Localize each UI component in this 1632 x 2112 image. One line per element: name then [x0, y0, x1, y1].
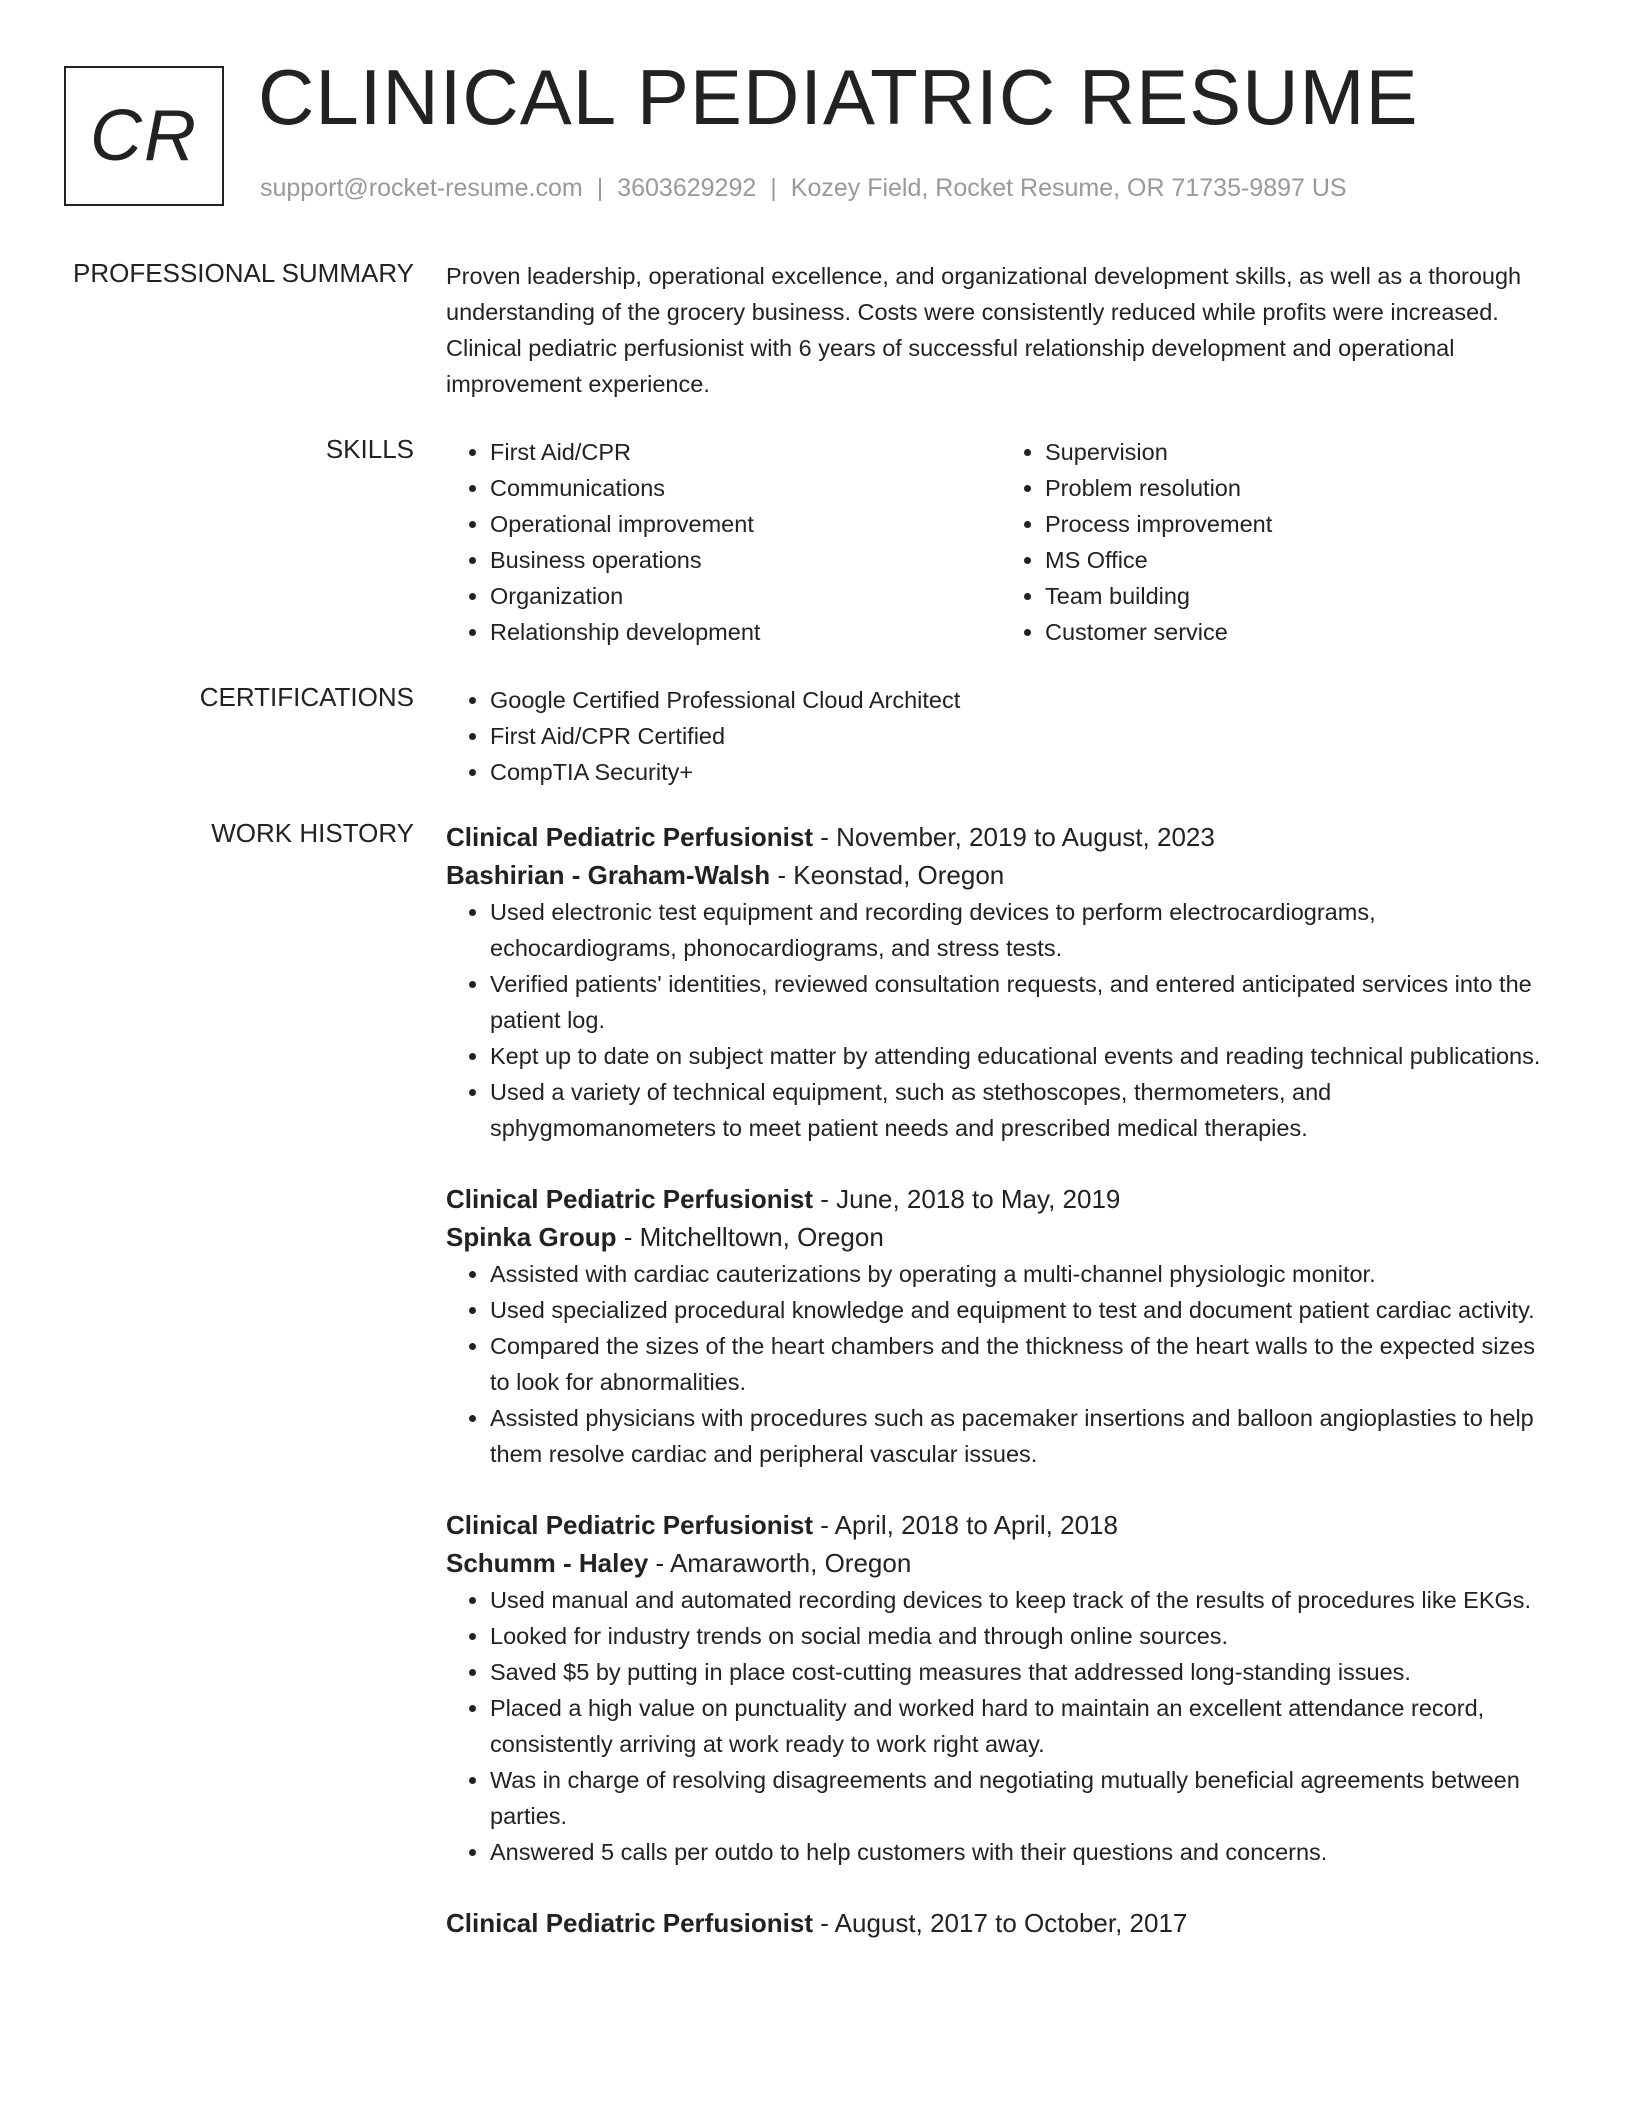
skills-label: SKILLS — [325, 434, 414, 464]
job-title: Clinical Pediatric Perfusionist — [446, 1908, 813, 1938]
job-title-line — [446, 818, 1556, 856]
job-duty: • Kept up to date on subject matter by attending educational events and reading technical publications. — [490, 1038, 1556, 1074]
job-duty: • Answered 5 calls per outdo to help customers with their questions and concerns. — [490, 1834, 1556, 1870]
skills-list-left — [446, 434, 1001, 650]
contact-line — [260, 174, 1347, 203]
skill-item: • Customer service — [1045, 614, 1556, 650]
job-company-line — [446, 1544, 1556, 1582]
job-company: Spinka Group — [446, 1222, 617, 1252]
job-dates: - August, 2017 to October, 2017 — [813, 1908, 1188, 1938]
job-title: Clinical Pediatric Perfusionist — [446, 1510, 813, 1540]
work-history-body — [446, 818, 1556, 1976]
job-dates: - June, 2018 to May, 2019 — [813, 1184, 1121, 1214]
work-history-label: WORK HISTORY — [211, 818, 414, 848]
certification-item: • Google Certified Professional Cloud Architect — [490, 682, 1556, 718]
job-duties-list — [446, 1256, 1556, 1472]
job-duty: • Assisted physicians with procedures such as pacemaker insertions and balloon angioplasties to help them resolve cardiac and peripheral vascular issues. — [490, 1400, 1556, 1472]
summary-text: Proven leadership, operational excellence, and organizational development skills, as well as a thorough understanding of the grocery business. Costs were consistently reduced while profits were increased. Clinical pediatric perfusionist with 6 years of successful relationship development and operational improvement experience. — [446, 263, 1522, 397]
job-location: - Mitchelltown, Oregon — [616, 1222, 884, 1252]
job-dates: - April, 2018 to April, 2018 — [813, 1510, 1118, 1540]
certifications-body — [446, 682, 1556, 790]
skill-item: • First Aid/CPR — [490, 434, 1001, 470]
contact-phone[interactable]: 3603629292 — [617, 174, 757, 202]
skill-item: • Communications — [490, 470, 1001, 506]
job-company-line — [446, 856, 1556, 894]
skill-item: • Process improvement — [1045, 506, 1556, 542]
job-entry — [446, 1904, 1556, 1942]
job-title: Clinical Pediatric Perfusionist — [446, 822, 813, 852]
skill-item: • Operational improvement — [490, 506, 1001, 542]
contact-separator: | — [596, 174, 604, 202]
resume-title: CLINICAL PEDIATRIC RESUME — [258, 53, 1419, 141]
job-duty: • Verified patients' identities, reviewed consultation requests, and entered anticipated services into the patient log. — [490, 966, 1556, 1038]
job-duty: • Placed a high value on punctuality and worked hard to maintain an excellent attendance record, consistently arriving at work ready to work right away. — [490, 1690, 1556, 1762]
job-location: - Amaraworth, Oregon — [648, 1548, 912, 1578]
skills-body — [446, 434, 1556, 650]
job-duty: • Saved $5 by putting in place cost-cutting measures that addressed long-standing issues. — [490, 1654, 1556, 1690]
job-location: - Keonstad, Oregon — [770, 860, 1005, 890]
skill-item: • MS Office — [1045, 542, 1556, 578]
monogram-logo: CR — [64, 66, 224, 206]
job-duties-list — [446, 894, 1556, 1146]
skill-item: • Organization — [490, 578, 1001, 614]
job-duty: • Compared the sizes of the heart chambers and the thickness of the heart walls to the expected sizes to look for abnormalities. — [490, 1328, 1556, 1400]
job-duty: • Looked for industry trends on social media and through online sources. — [490, 1618, 1556, 1654]
skill-item: • Relationship development — [490, 614, 1001, 650]
job-duties-list — [446, 1582, 1556, 1870]
job-entry — [446, 818, 1556, 1146]
job-company-line — [446, 1218, 1556, 1256]
summary-label: PROFESSIONAL SUMMARY — [73, 258, 414, 288]
job-duty: • Used electronic test equipment and recording devices to perform electrocardiograms, echocardiograms, phonocardiograms, and stress tests. — [490, 894, 1556, 966]
job-entry — [446, 1506, 1556, 1870]
job-title-line — [446, 1180, 1556, 1218]
job-duty: • Used manual and automated recording devices to keep track of the results of procedures like EKGs. — [490, 1582, 1556, 1618]
job-duty: • Assisted with cardiac cauterizations by operating a multi-channel physiologic monitor. — [490, 1256, 1556, 1292]
job-title-line — [446, 1904, 1556, 1942]
certifications-list — [446, 682, 1556, 790]
summary-body — [446, 258, 1556, 402]
certification-item: • CompTIA Security+ — [490, 754, 1556, 790]
job-entry — [446, 1180, 1556, 1472]
job-dates: - November, 2019 to August, 2023 — [813, 822, 1215, 852]
certifications-label: CERTIFICATIONS — [199, 682, 414, 712]
skill-item: • Team building — [1045, 578, 1556, 614]
job-duty: • Used a variety of technical equipment, such as stethoscopes, thermometers, and sphygmomanometers to meet patient needs and prescribed medical therapies. — [490, 1074, 1556, 1146]
job-duty: • Used specialized procedural knowledge and equipment to test and document patient cardiac activity. — [490, 1292, 1556, 1328]
job-company: Bashirian - Graham-Walsh — [446, 860, 771, 890]
skills-list-right — [1001, 434, 1556, 650]
skill-item: • Business operations — [490, 542, 1001, 578]
job-title: Clinical Pediatric Perfusionist — [446, 1184, 813, 1214]
skill-item: • Problem resolution — [1045, 470, 1556, 506]
job-company: Schumm - Haley — [446, 1548, 649, 1578]
contact-separator: | — [770, 174, 777, 202]
skill-item: • Supervision — [1045, 434, 1556, 470]
job-duty: • Was in charge of resolving disagreements and negotiating mutually beneficial agreements between parties. — [490, 1762, 1556, 1834]
job-title-line — [446, 1506, 1556, 1544]
certification-item: • First Aid/CPR Certified — [490, 718, 1556, 754]
contact-email[interactable]: support@rocket-resume.com — [260, 174, 583, 202]
contact-address: Kozey Field, Rocket Resume, OR 71735-9897 US — [790, 174, 1347, 202]
